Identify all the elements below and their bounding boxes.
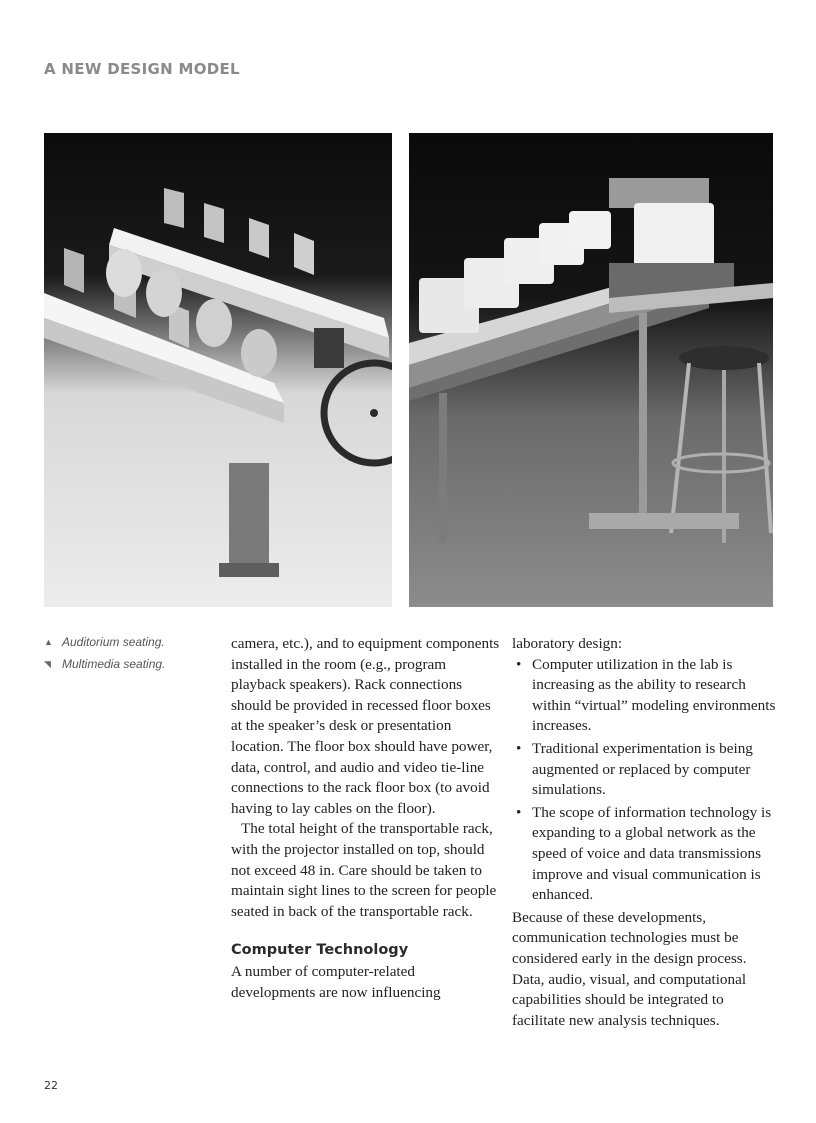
caption-text: Multimedia seating. (62, 657, 166, 671)
section-heading: Computer Technology (231, 942, 409, 959)
list-item-text: The scope of information technology is expanding to a global network as the speed of voice and data transmissions improve and visual communication is enhanced. (532, 803, 772, 904)
bullet-icon: • (516, 655, 522, 673)
body-paragraph: laboratory design: (512, 635, 623, 652)
list-item (512, 739, 778, 801)
body-paragraph: The total height of the transportable rack, with the projector installed on top, should not exceed 48 in. Care should be taken to maintain sight lines to the screen for people seated in back of the transportable rack. (231, 820, 497, 920)
caption-multimedia (44, 654, 224, 674)
bullet-icon: • (516, 803, 522, 821)
body-paragraph: camera, etc.), and to equipment components installed in the room (e.g., program playback speakers). Rack connections should be provided in recessed floor boxes at the speaker’s desk or presentation location. The floor box should have power, data, control, and audio and video tie-line connections to the rack floor box (to avoid having to lay cables on the floor). (231, 635, 500, 817)
body-paragraph: Because of these developments, communication technologies must be considered early in the design process. Data, audio, visual, and computational capabilities should be integrated to facilitate new analysis techniques. (512, 908, 747, 1029)
list-item-text: Traditional experimentation is being augmented or replaced by computer simulations. (532, 739, 753, 799)
triangle-corner-icon: ◥ (44, 658, 51, 669)
multimedia-seating-photo (409, 133, 773, 607)
body-paragraph: A number of computer-related developments are now influencing (231, 963, 441, 1001)
bullet-icon: • (516, 739, 522, 757)
bullet-list (512, 655, 778, 906)
list-item-text: Computer utilization in the lab is increasing as the ability to research within “virtual” modeling environments increases. (532, 655, 776, 735)
text-column-2 (512, 634, 778, 1031)
list-item (512, 655, 778, 737)
caption-text: Auditorium seating. (62, 635, 165, 649)
caption-auditorium (44, 632, 224, 652)
running-header: A NEW DESIGN MODEL (44, 60, 240, 78)
page-number: 22 (44, 1079, 58, 1092)
photo-captions (44, 632, 224, 676)
auditorium-seating-photo (44, 133, 392, 607)
triangle-up-icon: ▲ (44, 637, 53, 647)
list-item (512, 803, 778, 906)
text-column-1 (231, 634, 501, 1004)
